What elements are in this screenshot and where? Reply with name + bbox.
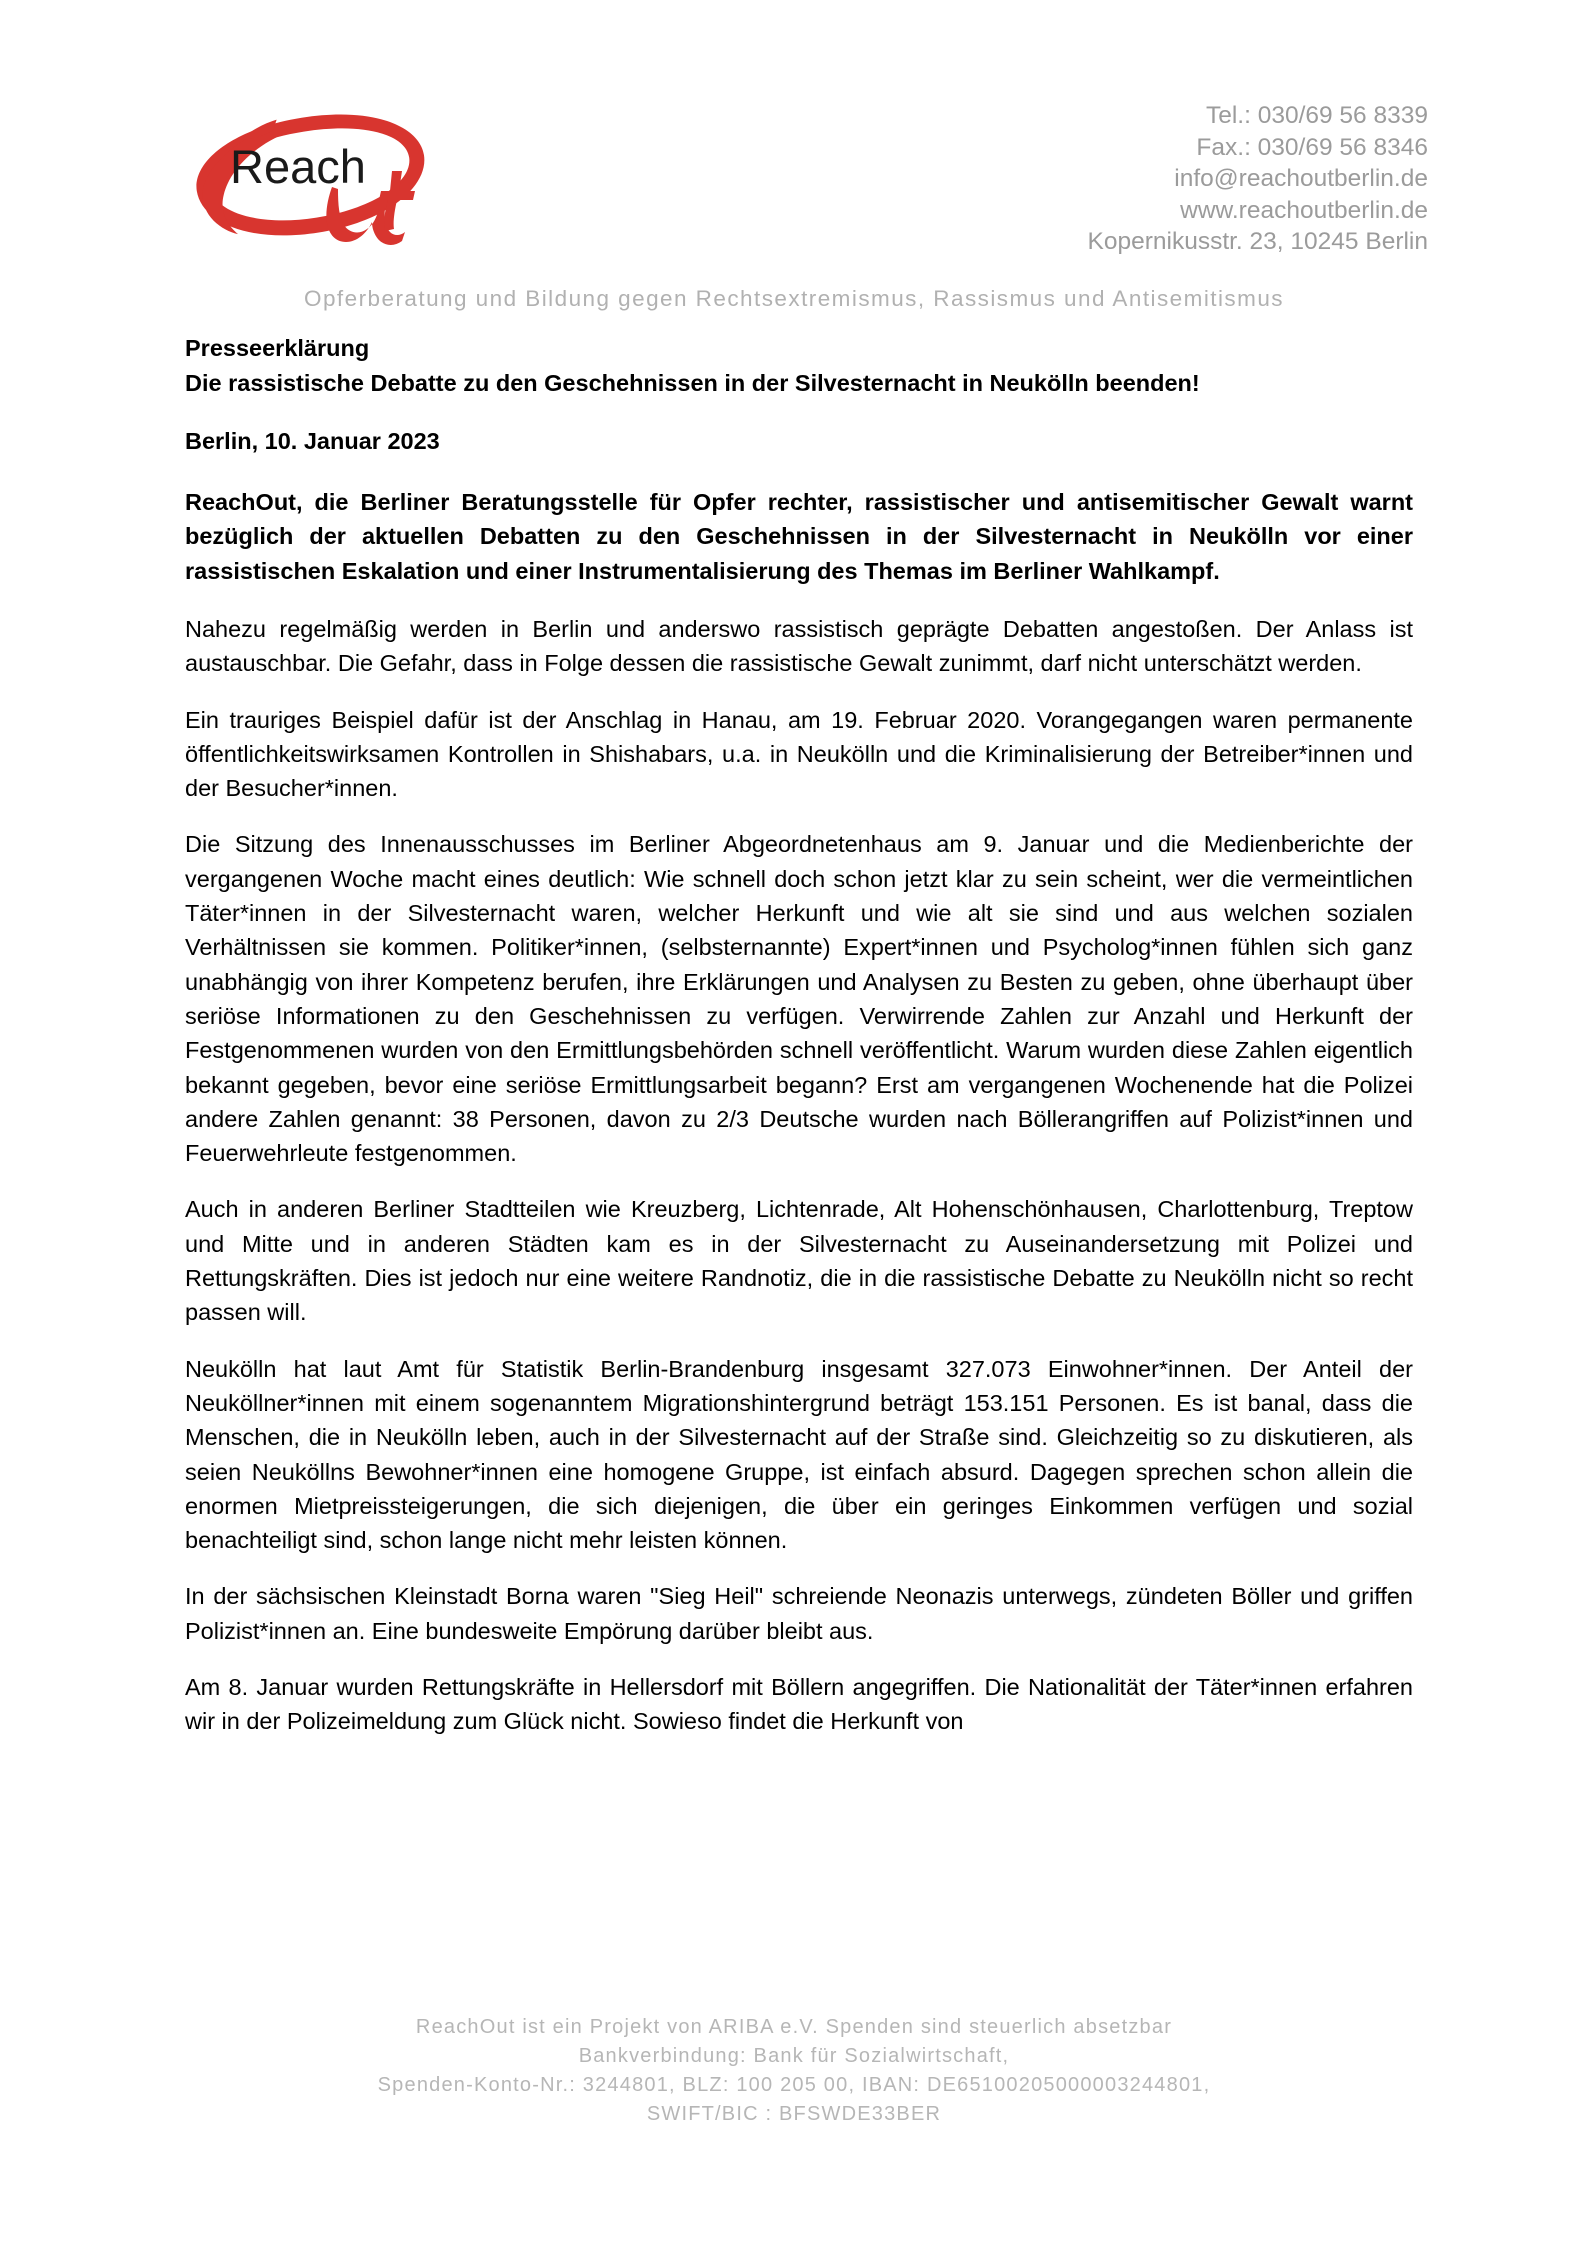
body-paragraph: Am 8. Januar wurden Rettungskräfte in Hellersdorf mit Böllern angegriffen. Die Nationalität der Täter*innen erfahren wir in der Polizeimeldung zum Glück nicht. Sowieso findet die Herkunft von (185, 1674, 1413, 1735)
address-line: Kopernikusstr. 23, 10245 Berlin (1087, 228, 1428, 255)
body-paragraph: Die Sitzung des Innenausschusses im Berliner Abgeordnetenhaus am 9. Januar und die Medienberichte der vergangenen Woche macht eines deutlich: Wie schnell doch schon jetzt klar zu sein scheint, wer die vermeintlichen Täter*innen in der Silvesternacht waren, welcher Herkunft und wie alt sie sind und aus welchen sozialen Verhältnissen sie kommen. Politiker*innen, (selbsternannte) Expert*innen und Psycholog*innen fühlen sich ganz unabhängig von ihrer Kompetenz berufen, ihre Erklärungen und Analysen zu Besten zu geben, ohne überhaupt über seriöse Informationen zu den Geschehnissen zu verfügen. Verwirrende Zahlen zur Anzahl und Herkunft der Festgenommenen wurden von den Ermittlungsbehörden schnell veröffentlicht. Warum wurden diese Zahlen eigentlich bekannt gegeben, bevor eine seriöse Ermittlungsarbeit begann? Erst am vergangenen Wochenende hat die Polizei andere Zahlen genannt: 38 Personen, davon zu 2/3 Deutsche wurden nach Böllerangriffen auf Polizist*innen und Feuerwehrleute festgenommen. (185, 831, 1413, 1167)
body-paragraph: Ein trauriges Beispiel dafür ist der Anschlag in Hanau, am 19. Februar 2020. Vorangegangen waren permanente öffentlichkeitswirksamen Kontrollen in Shishabars, u.a. in Neukölln und die Kriminalisierung der Betreiber*innen und der Besucher*innen. (185, 706, 1413, 802)
reachout-logo (186, 105, 436, 250)
body-paragraph: In der sächsischen Kleinstadt Borna waren "Sieg Heil" schreiende Neonazis unterwegs, zündeten Böller und griffen Polizist*innen an. Eine bundesweite Empörung darüber bleibt aus. (185, 1583, 1413, 1644)
contact-block (1088, 100, 1429, 258)
footer-line-swift: SWIFT/BIC : BFSWDE33BER (646, 2103, 942, 2125)
document-kicker: Presseerklärung (185, 335, 370, 361)
organisation-tagline: Opferberatung und Bildung gegen Rechtsextremismus, Rassismus und Antisemitismus (304, 286, 1284, 311)
lead-paragraph: ReachOut, die Berliner Beratungsstelle für Opfer rechter, rassistischer und antisemitischer Gewalt warnt bezüglich der aktuellen Debatten zu den Geschehnissen in der Silvesternacht in Neukölln vor einer rassistischen Eskalation und einer Instrumentalisierung des Themas im Berliner Wahlkampf. (185, 488, 1413, 584)
fax-line: Fax.: 030/69 56 8346 (1196, 133, 1428, 161)
email-line[interactable]: info@reachoutberlin.de (1174, 165, 1428, 192)
letterhead (0, 0, 1588, 311)
page-footer (0, 2013, 1588, 2129)
footer-line-account: Spenden-Konto-Nr.: 3244801, BLZ: 100 205 00, IBAN: DE65100205000003244801, (377, 2074, 1211, 2096)
svg-text:Reach: Reach (230, 140, 366, 193)
body-paragraph: Nahezu regelmäßig werden in Berlin und anderswo rassistisch geprägte Debatten angestoßen. Der Anlass ist austauschbar. Die Gefahr, dass in Folge dessen die rassistische Gewalt zunimmt, darf nicht unterschätzt werden. (185, 616, 1413, 677)
body-paragraph: Neukölln hat laut Amt für Statistik Berlin-Brandenburg insgesamt 327.073 Einwohner*innen. Der Anteil der Neuköllner*innen mit einem sogenanntem Migrationshintergrund beträgt 153.151 Personen. Es ist banal, dass die Menschen, die in Neukölln leben, auch in der Silvesternacht auf der Straße sind. Gleichzeitig so zu diskutieren, als seien Neuköllns Bewohner*innen eine homogene Gruppe, ist einfach absurd. Dagegen sprechen schon allein die enormen Mietpreissteigerungen, die sich diejenigen, die über ein geringes Einkommen verfügen und sozial benachteiligt sind, schon lange nicht mehr leisten können. (185, 1355, 1413, 1554)
body-paragraph: Auch in anderen Berliner Stadtteilen wie Kreuzberg, Lichtenrade, Alt Hohenschönhausen, Charlottenburg, Treptow und Mitte und in anderen Städten kam es in der Silvesternacht zu Auseinandersetzung mit Polizei und Rettungskräften. Dies ist jedoch nur eine weitere Randnotiz, die in die rassistische Debatte zu Neukölln nicht so recht passen will. (185, 1196, 1413, 1326)
phone-line: Tel.: 030/69 56 8339 (1205, 102, 1428, 129)
page-title: Die rassistische Debatte zu den Geschehnissen in der Silvesternacht in Neukölln beenden! (185, 369, 1200, 396)
footer-line-bank: Bankverbindung: Bank für Sozialwirtschaft, (578, 2045, 1010, 2067)
dateline: Berlin, 10. Januar 2023 (185, 428, 440, 454)
website-line[interactable]: www.reachoutberlin.de (1180, 196, 1428, 224)
footer-line-project: ReachOut ist ein Projekt von ARIBA e.V. Spenden sind steuerlich absetzbar (415, 2016, 1173, 2038)
document-body (185, 331, 1413, 1739)
